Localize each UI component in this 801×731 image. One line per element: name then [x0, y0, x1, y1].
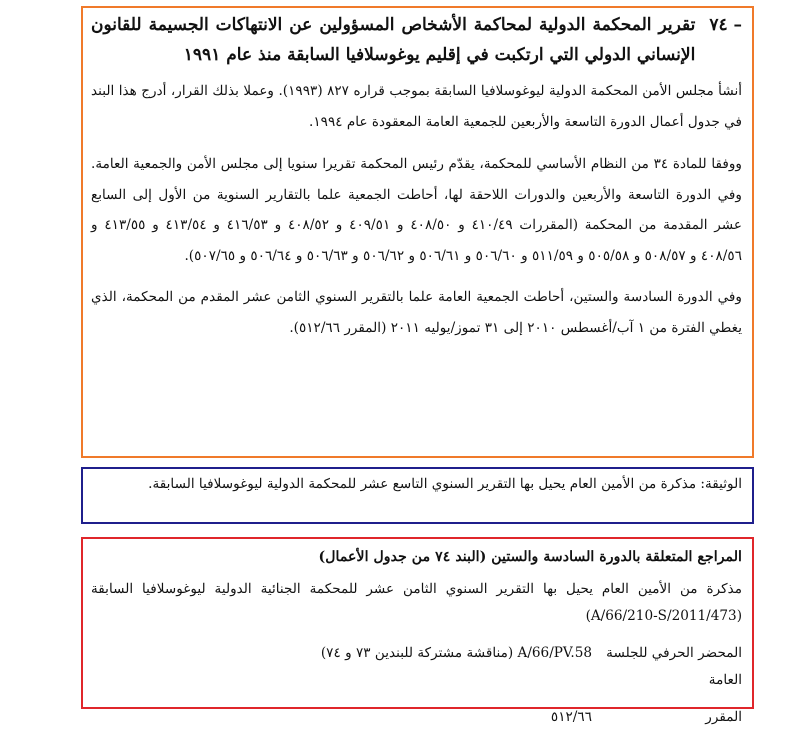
decision-row	[91, 704, 742, 731]
decision-value: ٥١٢/٦٦	[550, 709, 592, 725]
item-number: – ٧٤	[709, 15, 742, 35]
references-note-text: مذكرة من الأمين العام يحيل بها التقرير السنوي الثامن عشر للمحكمة الجنائية الدولية ليوغوسلافيا السابقة	[91, 581, 742, 597]
agenda-item-section	[81, 6, 754, 458]
paragraph-establishment: أنشأ مجلس الأمن المحكمة الدولية ليوغوسلافيا السابقة بموجب قراره ٨٢٧ (١٩٩٣). وعملا بذلك القرار، أدرج هذا البند في جدول أعمال الدورة التاسعة والأربعين للجمعية العامة المعقودة عام ١٩٩٤.	[91, 83, 743, 130]
verbatim-record-symbol: A/66/PV.58	[517, 645, 592, 661]
decision-label: المقرر	[705, 709, 742, 725]
verbatim-record-note: (مناقشة مشتركة للبندين ٧٣ و ٧٤)	[320, 645, 514, 661]
references-note-symbol: (A/66/210-S/2011/473)	[585, 608, 742, 624]
references-note	[91, 576, 742, 630]
verbatim-record-value	[91, 640, 592, 694]
verbatim-record-label: المحضر الحرفي للجلسة العامة	[606, 645, 742, 688]
paragraph-sixty-sixth-session: وفي الدورة السادسة والستين، أحاطت الجمعية العامة علما بالتقرير السنوي الثامن عشر المقدم من المحكمة، الذي يغطي الفترة من ١ آب/أغسطس ٢٠١٠ إلى ٣١ تموز/يوليه ٢٠١١ (المقرر ٥١٢/٦٦).	[91, 289, 742, 336]
document-section	[81, 467, 754, 524]
document-text: الوثيقة: مذكرة من الأمين العام يحيل بها التقرير السنوي التاسع عشر للمحكمة الدولية ليوغوسلافيا السابقة.	[148, 476, 742, 492]
references-title: المراجع المتعلقة بالدورة السادسة والستين (البند ٧٤ من جدول الأعمال)	[318, 549, 742, 565]
references-section	[81, 537, 754, 725]
paragraph-annual-reports: ووفقا للمادة ٣٤ من النظام الأساسي للمحكمة، يقدّم رئيس المحكمة تقريرا سنويا إلى مجلس الأمن والجمعية العامة. وفي الدورة التاسعة والأربعين والدورات اللاحقة لها، أحاطت الجمعية علما بالتقارير السنوية من الأول إلى السابع عشر المقدمة من المحكمة (المقررات ٤١٠/٤٩ و ٤٠٨/٥٠ و ٤٠٩/٥١ و ٤٠٨/٥٢ و ٤١٦/٥٣ و ٤١٣/٥٤ و ٤١٣/٥٥ و ٤٠٨/٥٦ و ٥٠٨/٥٧ و ٥٠٥/٥٨ و ٥١١/٥٩ و ٥٠٦/٦٠ و ٥٠٦/٦١ و ٥٠٦/٦٢ و ٥٠٦/٦٣ و ٥٠٦/٦٤ و ٥٠٧/٦٥).	[91, 156, 743, 264]
verbatim-record-row	[91, 640, 742, 694]
item-heading	[91, 10, 742, 70]
item-title: تقرير المحكمة الدولية لمحاكمة الأشخاص المسؤولين عن الانتهاكات الجسيمة للقانون الإنساني الدولي التي ارتكبت في إقليم يوغوسلافيا السابقة منذ عام ١٩٩١	[91, 15, 696, 65]
